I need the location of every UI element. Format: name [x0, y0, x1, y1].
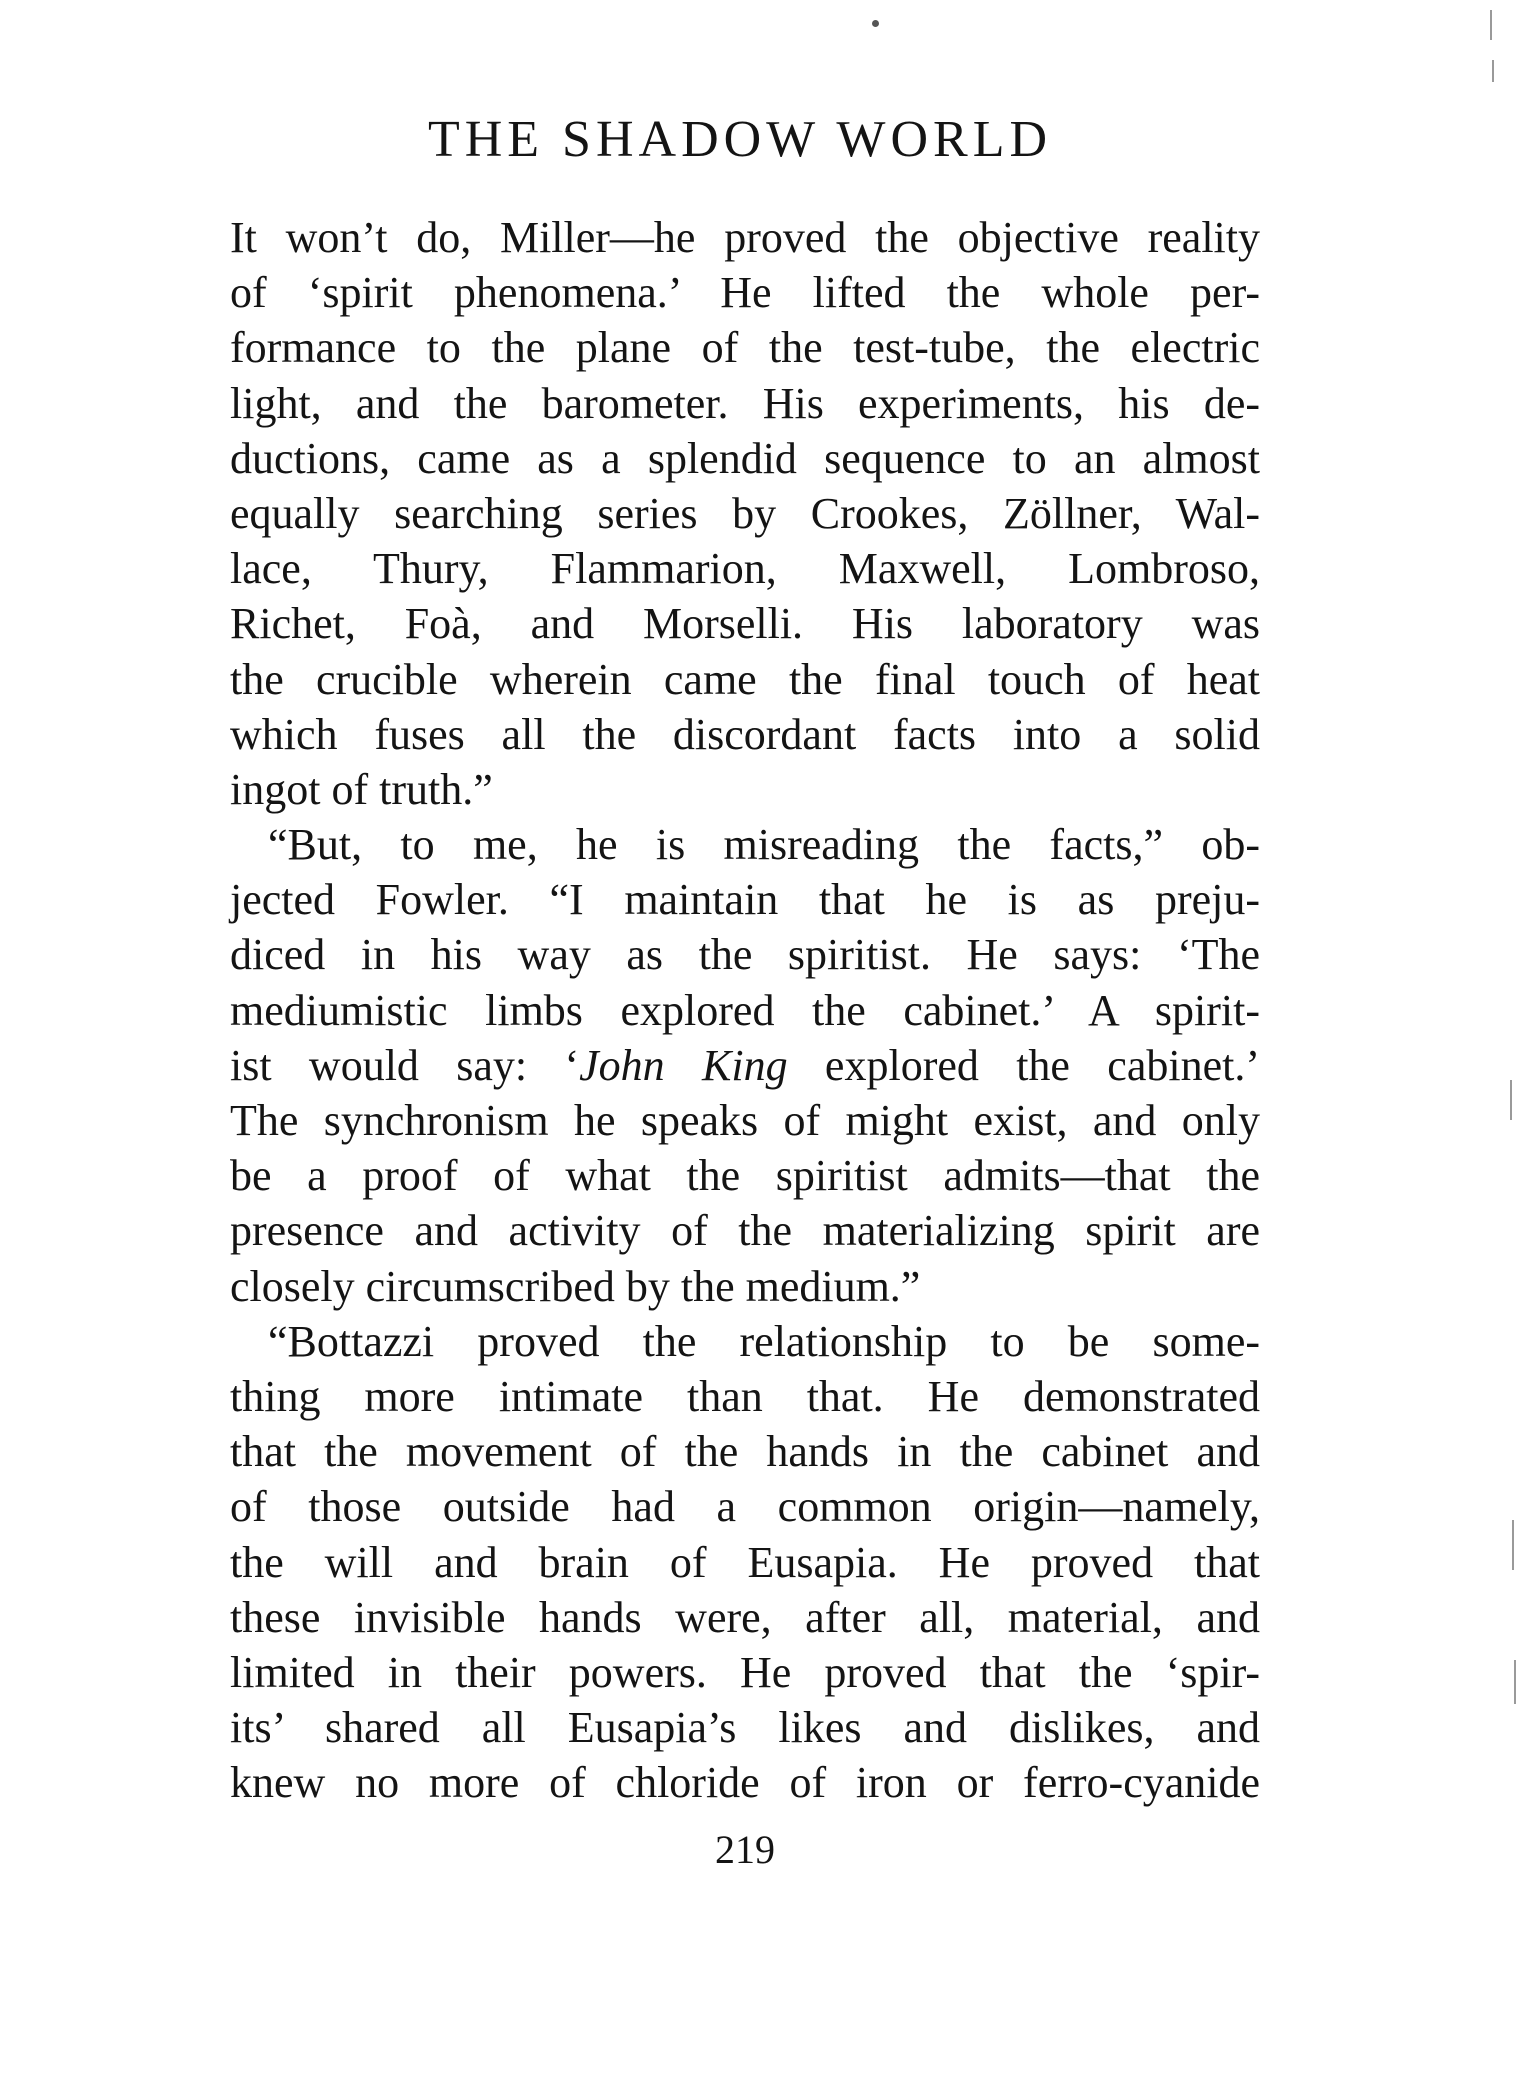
text-line: ingot of truth.”: [230, 764, 493, 814]
text-line: “But, to me, he is misreading the facts,” ob-: [268, 820, 1260, 870]
text-line: the crucible wherein came the final touch of heat: [230, 654, 1260, 704]
text-line: formance to the plane of the test-tube, the electric: [230, 323, 1260, 373]
scan-edge-mark: [1510, 1080, 1512, 1120]
text-line: these invisible hands were, after all, material, and: [230, 1592, 1260, 1642]
text-line: It won’t do, Miller—he proved the objective reality: [230, 213, 1260, 262]
page-number: 219: [715, 1827, 775, 1872]
text-segment: ist would say: ‘: [230, 1040, 580, 1090]
text-line: jected Fowler. “I maintain that he is as preju-: [230, 875, 1260, 925]
body-text: [230, 210, 1260, 1810]
text-segment: explored the cabinet.’: [787, 1040, 1260, 1090]
ink-speck: [872, 20, 879, 27]
text-line: that the movement of the hands in the cabinet and: [230, 1427, 1260, 1477]
scan-edge-mark: [1512, 1520, 1514, 1570]
scan-edge-mark: [1514, 1660, 1516, 1704]
italic-name: John King: [579, 1040, 788, 1090]
text-line: thing more intimate than that. He demonstrated: [230, 1371, 1260, 1421]
text-line: The synchronism he speaks of might exist, and only: [230, 1096, 1260, 1145]
text-line: light, and the barometer. His experiments, his de-: [230, 378, 1260, 428]
text-line: lace, Thury, Flammarion, Maxwell, Lombroso,: [230, 544, 1260, 594]
text-line: limited in their powers. He proved that the ‘spir-: [230, 1647, 1260, 1697]
text-line: the will and brain of Eusapia. He proved that: [230, 1537, 1260, 1587]
text-line: [230, 1038, 1260, 1093]
text-line: “Bottazzi proved the relationship to be some-: [268, 1316, 1260, 1366]
scan-edge-mark: [1492, 60, 1494, 82]
text-line: of ‘spirit phenomena.’ He lifted the whole per-: [230, 268, 1260, 318]
text-line: diced in his way as the spiritist. He says: ‘The: [230, 930, 1260, 980]
scan-edge-mark: [1490, 10, 1492, 40]
text-line: presence and activity of the materializing spirit are: [230, 1206, 1260, 1256]
text-line: mediumistic limbs explored the cabinet.’ A spirit-: [230, 985, 1260, 1035]
text-line: knew no more of chloride of iron or ferro-cyanide: [230, 1758, 1260, 1808]
running-head: THE SHADOW WORLD: [427, 111, 1053, 168]
text-line: be a proof of what the spiritist admits—that the: [230, 1151, 1260, 1201]
text-line: equally searching series by Crookes, Zöllner, Wal-: [230, 488, 1260, 538]
text-line: Richet, Foà, and Morselli. His laboratory was: [230, 599, 1260, 649]
text-line: its’ shared all Eusapia’s likes and dislikes, and: [230, 1703, 1260, 1753]
text-line: closely circumscribed by the medium.”: [230, 1261, 921, 1311]
text-line: which fuses all the discordant facts into a solid: [230, 709, 1260, 759]
text-line: of those outside had a common origin—namely,: [230, 1482, 1260, 1532]
text-line: ductions, came as a splendid sequence to an almost: [230, 433, 1260, 483]
